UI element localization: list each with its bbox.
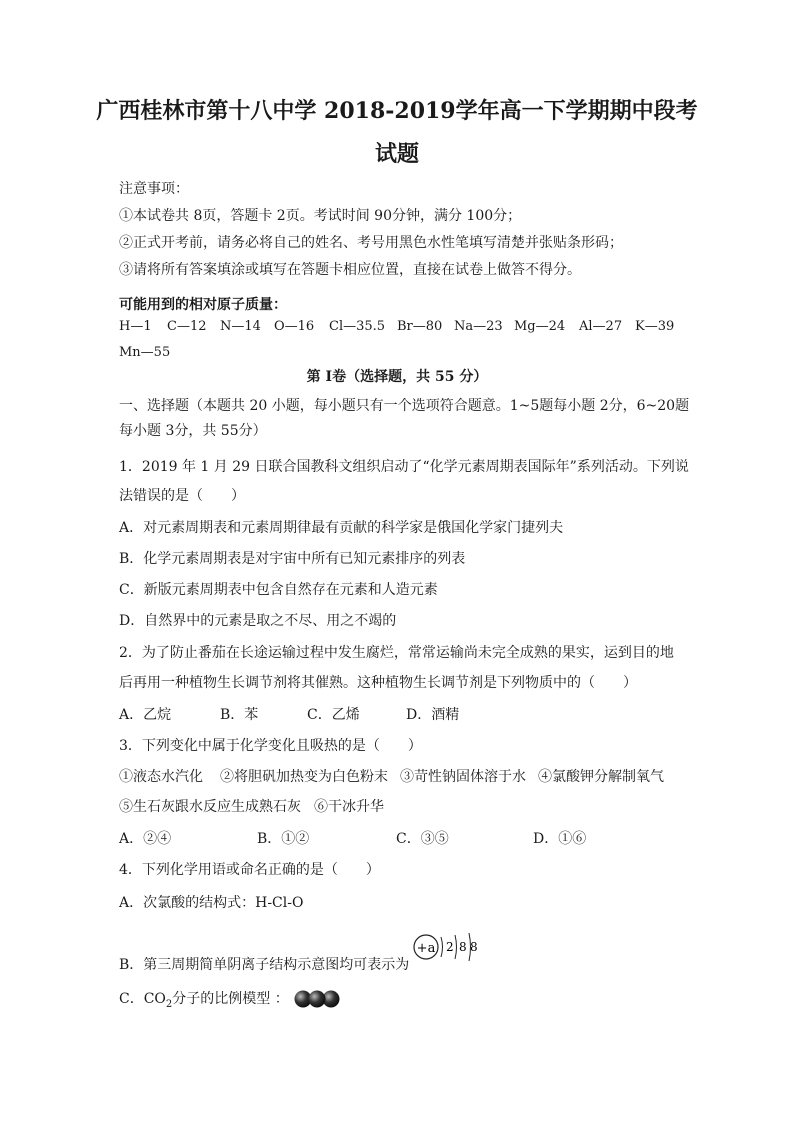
q3-stem: 3．下列变化中属于化学变化且吸热的是（ ） (119, 738, 422, 754)
q4-option-c (119, 989, 343, 1015)
section-intro: 每小题 3分，共 55分） (119, 423, 267, 439)
atomic-mass-item: K—39 (635, 319, 675, 334)
shell-electrons: 8 (459, 940, 467, 954)
atomic-mass-item: Na—23 (454, 319, 503, 334)
exam-title-line2: 试题 (374, 141, 419, 167)
q3-item: ⑥干冰升华 (314, 799, 384, 815)
q4-option-c-suffix: 分子的比例模型 ： (172, 991, 289, 1007)
q4-option-c-prefix: C．CO (119, 991, 166, 1007)
atomic-mass-item: Br—80 (397, 319, 443, 334)
q1-option-c: C．新版元素周期表中包含自然存在元素和人造元素 (119, 582, 438, 598)
q2-option-b: B．苯 (220, 707, 259, 723)
q3-items-line1 (119, 767, 679, 787)
atomic-mass-item: Al—27 (579, 319, 623, 334)
q1-option-b: B．化学元素周期表是对宇宙中所有已知元素排序的列表 (119, 551, 466, 567)
shell-arc (455, 935, 457, 959)
shell-arc (441, 937, 443, 957)
shell-electrons: 2 (446, 940, 454, 954)
q4-option-a: A．次氯酸的结构式：H-Cl-O (119, 895, 304, 911)
atomic-mass-list (119, 319, 674, 339)
notice-item: ①本试卷共 8页，答题卡 2页。考试时间 90分钟，满分 100分； (119, 208, 522, 224)
q2-stem: 2．为了防止番茄在长途运输过程中发生腐烂，常常运输尚未完全成熟的果实，运到目的地 (119, 645, 674, 661)
q1-option-d: D．自然界中的元素是取之不尽、用之不竭的 (119, 613, 397, 629)
q3-option-a: A．②④ (119, 831, 172, 847)
q4-option-b: B．第三周期简单阴离子结构示意图均可表示为 (119, 957, 410, 973)
atomic-mass-item: C—12 (167, 319, 207, 334)
section-intro: 一、选择题（本题共 20 小题，每小题只有一个选项符合题意。1~5题每小题 2分，6~20题 (119, 398, 690, 414)
q3-options (119, 829, 599, 849)
shell-electrons: 8 (470, 940, 478, 954)
q3-option-d: D．①⑥ (533, 831, 587, 847)
atomic-mass-item: N—14 (220, 319, 261, 334)
atomic-mass-item: Mg—24 (514, 319, 566, 334)
notice-item: ②正式开考前，请务必将自己的姓名、考号用黑色水性笔填写清楚并张贴条形码； (119, 235, 623, 251)
q3-items-line2 (119, 797, 449, 817)
q2-stem: 后再用一种植物生长调节剂将其催熟。这种植物生长调节剂是下列物质中的（ ） (119, 675, 637, 691)
q1-stem: 法错误的是（ ） (119, 488, 245, 504)
q3-item: ②将胆矾加热变为白色粉末 (220, 769, 388, 785)
section-title: 第 I卷（选择题，共 55 分） (306, 369, 488, 385)
q3-item: ③苛性钠固体溶于水 (400, 769, 526, 785)
q2-option-c: C．乙烯 (307, 707, 360, 723)
nucleus-charge: +a (416, 941, 436, 956)
q2-options (119, 705, 499, 725)
q3-option-b: B．①② (257, 831, 310, 847)
notice-heading: 注意事项： (119, 181, 189, 197)
exam-title-line1: 广西桂林市第十八中学 2018-2019学年高一下学期期中段考 (96, 98, 698, 124)
atomic-mass-item: H—1 (119, 319, 152, 334)
q1-stem: 1．2019 年 1 月 29 日联合国教科文组织启动了“化学元素周期表国际年”系列活动。下列说 (119, 459, 689, 475)
co2-space-filling-model-icon (293, 989, 343, 1009)
atomic-mass-item: Cl—35.5 (329, 319, 386, 334)
q4-stem: 4．下列化学用语或命名正确的是（ ） (119, 862, 380, 878)
notice-item: ③请将所有答案填涂或填写在答题卡相应位置，直接在试卷上做答不得分。 (119, 262, 581, 278)
q3-option-c: C．③⑤ (396, 831, 449, 847)
atomic-mass-item: Mn—55 (119, 345, 171, 360)
q3-item: ④氯酸钾分解制氧气 (538, 769, 664, 785)
q4-option-c-subscript: 2 (165, 998, 173, 1010)
q2-option-d: D．酒精 (406, 707, 460, 723)
q3-item: ⑤生石灰跟水反应生成熟石灰 (119, 799, 301, 815)
atomic-mass-heading: 可能用到的相对原子质量： (119, 297, 287, 313)
q3-item: ①液态水汽化 (119, 769, 203, 785)
q1-option-a: A．对元素周期表和元素周期律最有贡献的科学家是俄国化学家门捷列夫 (119, 520, 564, 536)
ion-structure-diagram (412, 929, 478, 969)
q2-option-a: A．乙烷 (119, 707, 172, 723)
atomic-mass-item: O—16 (274, 319, 315, 334)
